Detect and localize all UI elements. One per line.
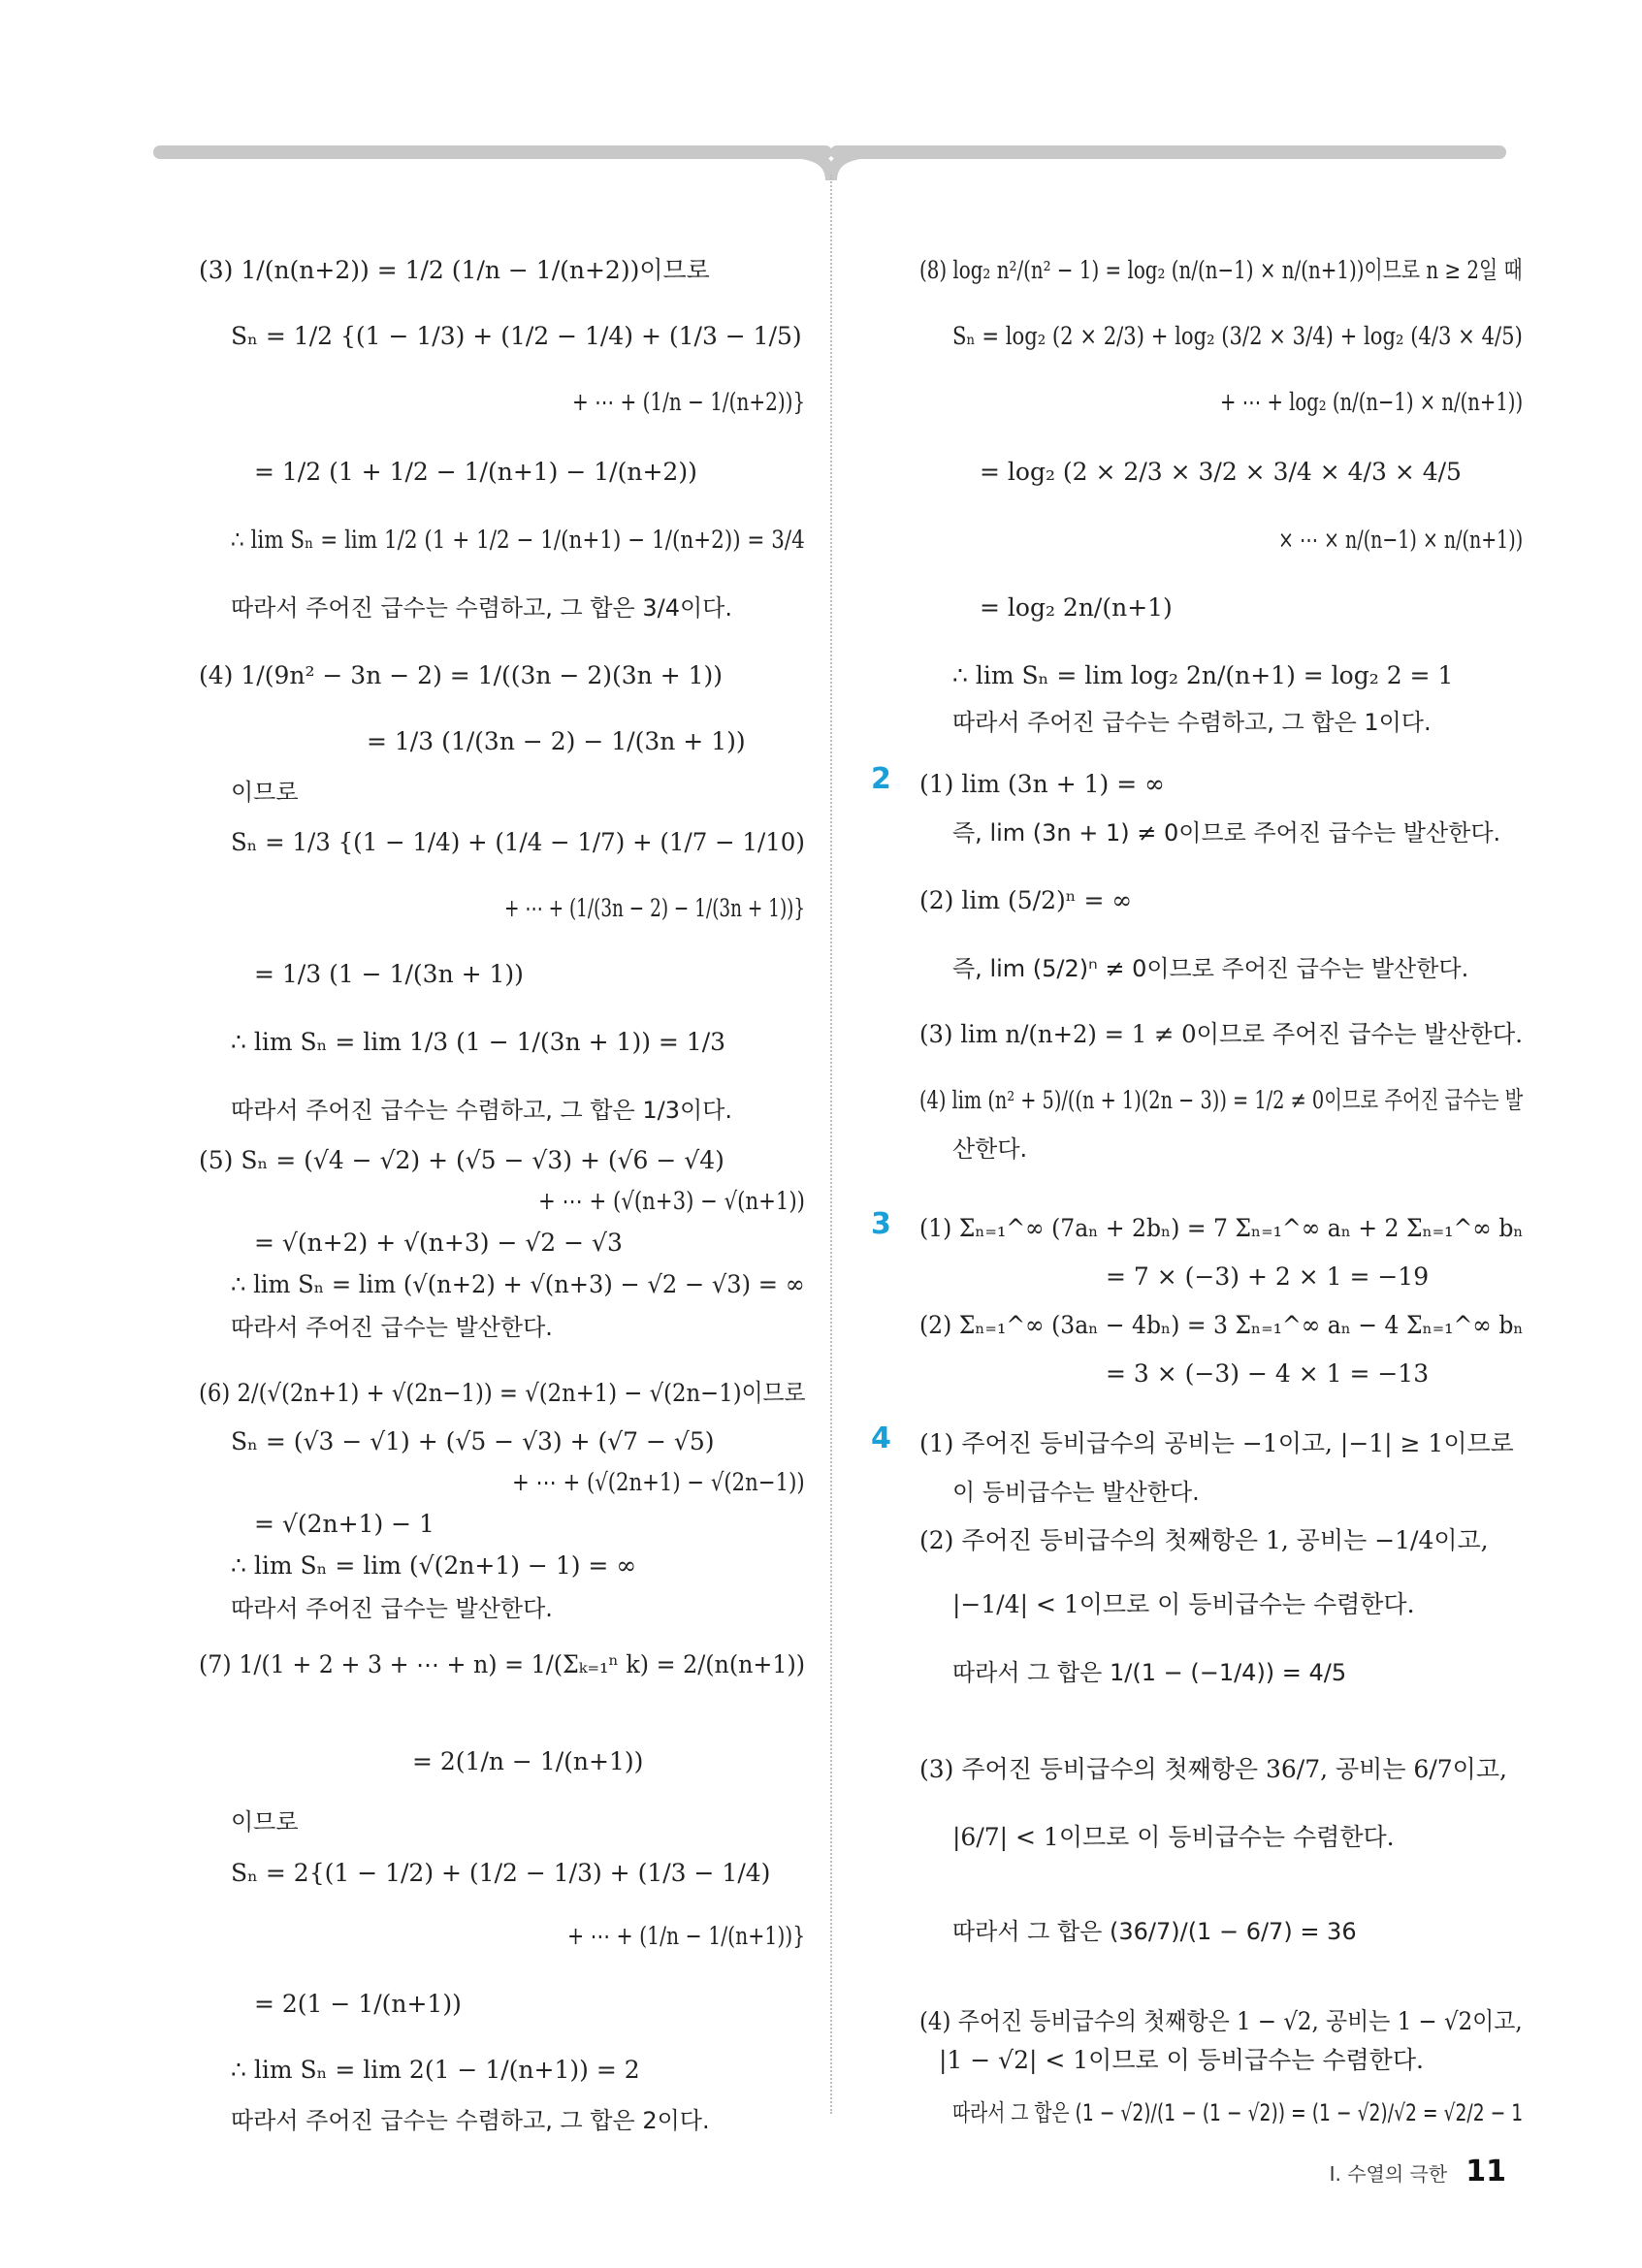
left-line-l6a: (6) 2/(√(2n+1) + √(2n−1)) = √(2n+1) − √(2n−1)이므로 bbox=[199, 1379, 806, 1407]
left-line-l3b: Sₙ = 1/2 {(1 − 1/3) + (1/2 − 1/4) + (1/3 − 1/5) bbox=[231, 322, 802, 350]
left-line-l5b: + ⋯ + (√(n+3) − √(n+1)) bbox=[538, 1187, 805, 1215]
right-line-r2a: (1) lim (3n + 1) = ∞ bbox=[919, 770, 1165, 798]
right-line-r8a: (8) log₂ n²/(n² − 1) = log₂ (n/(n−1) × n/(n+1))이므로 n ≥ 2일 때 bbox=[919, 256, 1523, 284]
top-bar-right bbox=[830, 145, 1506, 159]
right-line-r8f: = log₂ 2n/(n+1) bbox=[980, 593, 1173, 622]
right-line-r3c: (2) Σₙ₌₁^∞ (3aₙ − 4bₙ) = 3 Σₙ₌₁^∞ aₙ − 4 Σₙ₌₁^∞ bₙ bbox=[919, 1311, 1524, 1339]
right-line-r2b: 즉, lim (3n + 1) ≠ 0이므로 주어진 급수는 발산한다. bbox=[952, 819, 1501, 847]
chapter-title: Ⅰ. 수열의 극한 bbox=[1329, 2162, 1448, 2186]
right-line-r8b: Sₙ = log₂ (2 × 2/3) + log₂ (3/2 × 3/4) + log₂ (4/3 × 4/5) bbox=[952, 322, 1523, 350]
right-line-r8h: 따라서 주어진 급수는 수렴하고, 그 합은 1이다. bbox=[952, 709, 1432, 736]
left-line-l7c: 이므로 bbox=[231, 1808, 299, 1836]
left-line-l7e: + ⋯ + (1/n − 1/(n+1))} bbox=[567, 1922, 806, 1950]
right-line-r2c: (2) lim (5/2)ⁿ = ∞ bbox=[919, 886, 1133, 914]
left-line-l4h: 따라서 주어진 급수는 수렴하고, 그 합은 1/3이다. bbox=[231, 1097, 732, 1124]
left-line-l6d: = √(2n+1) − 1 bbox=[254, 1510, 435, 1538]
left-line-l3a: (3) 1/(n(n+2)) = 1/2 (1/n − 1/(n+2))이므로 bbox=[199, 256, 710, 284]
right-line-r4f: (3) 주어진 등비급수의 첫째항은 36/7, 공비는 6/7이고, bbox=[919, 1755, 1507, 1783]
left-line-l5d: ∴ lim Sₙ = lim (√(n+2) + √(n+3) − √2 − √3) = ∞ bbox=[231, 1270, 805, 1298]
right-line-r3d: = 3 × (−3) − 4 × 1 = −13 bbox=[1106, 1359, 1430, 1388]
left-line-l7b: = 2(1/n − 1/(n+1)) bbox=[412, 1747, 644, 1775]
right-line-r4j: |1 − √2| < 1이므로 이 등비급수는 수렴한다. bbox=[939, 2046, 1424, 2074]
right-line-r2g: 산한다. bbox=[952, 1135, 1028, 1163]
left-line-l5e: 따라서 주어진 급수는 발산한다. bbox=[231, 1314, 553, 1341]
left-line-l5a: (5) Sₙ = (√4 − √2) + (√5 − √3) + (√6 − √4) bbox=[199, 1146, 724, 1174]
left-line-l7a: (7) 1/(1 + 2 + 3 + ⋯ + n) = 1/(Σₖ₌₁ⁿ k) = 2/(n(n+1)) bbox=[199, 1650, 806, 1678]
left-line-l3e: ∴ lim Sₙ = lim 1/2 (1 + 1/2 − 1/(n+1) − 1/(n+2)) = 3/4 bbox=[231, 526, 805, 554]
right-line-r4d: |−1/4| < 1이므로 이 등비급수는 수렴한다. bbox=[952, 1590, 1415, 1618]
left-line-l4d: Sₙ = 1/3 {(1 − 1/4) + (1/4 − 1/7) + (1/7 − 1/10) bbox=[231, 828, 805, 856]
left-line-l4a: (4) 1/(9n² − 3n − 2) = 1/((3n − 2)(3n + 1)) bbox=[199, 661, 724, 689]
left-line-l6b: Sₙ = (√3 − √1) + (√5 − √3) + (√7 − √5) bbox=[231, 1427, 715, 1455]
left-line-l3d: = 1/2 (1 + 1/2 − 1/(n+1) − 1/(n+2)) bbox=[254, 458, 697, 486]
right-line-r8d: = log₂ (2 × 2/3 × 3/2 × 3/4 × 4/3 × 4/5 bbox=[980, 458, 1462, 486]
right-line-r3a: (1) Σₙ₌₁^∞ (7aₙ + 2bₙ) = 7 Σₙ₌₁^∞ aₙ + 2 Σₙ₌₁^∞ bₙ bbox=[919, 1214, 1524, 1242]
top-bar-left bbox=[153, 145, 832, 159]
left-line-l7d: Sₙ = 2{(1 − 1/2) + (1/2 − 1/3) + (1/3 − 1/4) bbox=[231, 1859, 771, 1887]
right-line-r4e: 따라서 그 합은 1/(1 − (−1/4)) = 4/5 bbox=[952, 1659, 1347, 1686]
left-line-l4e: + ⋯ + (1/(3n − 2) − 1/(3n + 1))} bbox=[504, 894, 806, 922]
right-line-r3b: = 7 × (−3) + 2 × 1 = −19 bbox=[1106, 1262, 1430, 1291]
left-line-l6f: 따라서 주어진 급수는 발산한다. bbox=[231, 1595, 553, 1622]
problem-number-2: 2 bbox=[871, 762, 891, 796]
page-footer bbox=[1330, 2155, 1506, 2188]
right-line-r8c: + ⋯ + log₂ (n/(n−1) × n/(n+1)) bbox=[1220, 388, 1524, 416]
right-line-r4h: 따라서 그 합은 (36/7)/(1 − 6/7) = 36 bbox=[952, 1918, 1357, 1945]
right-line-r2e: (3) lim n/(n+2) = 1 ≠ 0이므로 주어진 급수는 발산한다. bbox=[919, 1020, 1523, 1048]
problem-number-3: 3 bbox=[871, 1207, 891, 1241]
right-line-r4k: 따라서 그 합은 (1 − √2)/(1 − (1 − √2)) = (1 − √2)/√2 = √2/2 − 1 bbox=[952, 2099, 1524, 2126]
right-line-r4c: (2) 주어진 등비급수의 첫째항은 1, 공비는 −1/4이고, bbox=[919, 1526, 1489, 1554]
left-line-l4c: 이므로 bbox=[231, 779, 299, 806]
left-line-l7f: = 2(1 − 1/(n+1)) bbox=[254, 1990, 462, 2018]
page-number: 11 bbox=[1465, 2155, 1506, 2188]
left-line-l7h: 따라서 주어진 급수는 수렴하고, 그 합은 2이다. bbox=[231, 2107, 710, 2134]
right-line-r4g: |6/7| < 1이므로 이 등비급수는 수렴한다. bbox=[952, 1823, 1395, 1851]
left-line-l5c: = √(n+2) + √(n+3) − √2 − √3 bbox=[254, 1229, 623, 1257]
left-line-l6c: + ⋯ + (√(2n+1) − √(2n−1)) bbox=[512, 1468, 805, 1496]
right-line-r2d: 즉, lim (5/2)ⁿ ≠ 0이므로 주어진 급수는 발산한다. bbox=[952, 955, 1469, 982]
column-divider bbox=[830, 175, 832, 2114]
problem-number-4: 4 bbox=[871, 1421, 891, 1455]
right-line-r2f: (4) lim (n² + 5)/((n + 1)(2n − 3)) = 1/2 ≠ 0이므로 주어진 급수는 발 bbox=[919, 1086, 1524, 1114]
left-line-l4f: = 1/3 (1 − 1/(3n + 1)) bbox=[254, 960, 524, 988]
left-line-l4b: = 1/3 (1/(3n − 2) − 1/(3n + 1)) bbox=[367, 727, 746, 755]
right-line-r4i: (4) 주어진 등비급수의 첫째항은 1 − √2, 공비는 1 − √2이고, bbox=[919, 2007, 1523, 2035]
left-line-l3f: 따라서 주어진 급수는 수렴하고, 그 합은 3/4이다. bbox=[231, 594, 732, 622]
right-line-r8e: × ⋯ × n/(n−1) × n/(n+1)) bbox=[1278, 526, 1524, 554]
right-line-r4a: (1) 주어진 등비급수의 공비는 −1이고, |−1| ≥ 1이므로 bbox=[919, 1429, 1514, 1457]
left-line-l4g: ∴ lim Sₙ = lim 1/3 (1 − 1/(3n + 1)) = 1/3 bbox=[231, 1028, 726, 1056]
right-line-r8g: ∴ lim Sₙ = lim log₂ 2n/(n+1) = log₂ 2 = 1 bbox=[952, 661, 1454, 689]
left-line-l7g: ∴ lim Sₙ = lim 2(1 − 1/(n+1)) = 2 bbox=[231, 2056, 640, 2084]
left-line-l6e: ∴ lim Sₙ = lim (√(2n+1) − 1) = ∞ bbox=[231, 1551, 637, 1580]
right-line-r4b: 이 등비급수는 발산한다. bbox=[952, 1479, 1200, 1506]
left-line-l3c: + ⋯ + (1/n − 1/(n+2))} bbox=[572, 388, 806, 416]
